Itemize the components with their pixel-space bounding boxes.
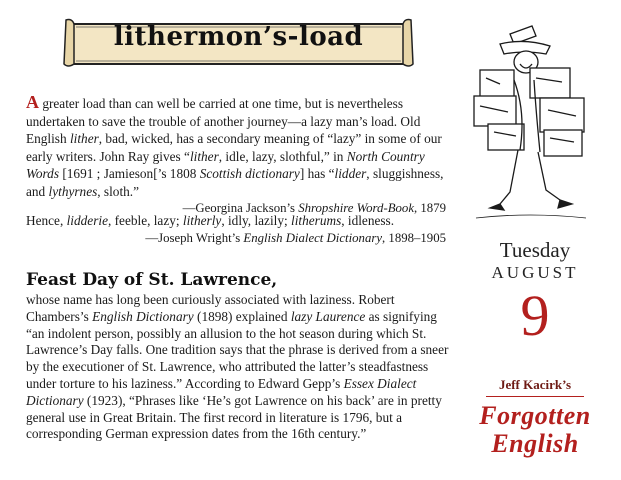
entry-text: [1691 ; Jamieson[’s 1808 [59, 166, 200, 181]
entry-term: lazy Laurence [290, 308, 366, 324]
entry-text: , sloth.” [97, 183, 140, 199]
book-title: Scottish dictionary [199, 166, 300, 181]
brand-line-1: Forgotten [479, 401, 591, 430]
book-title: English Dictionary [92, 308, 194, 324]
citation-text: , 1898–1905 [382, 230, 446, 245]
entry-text: , bad, wicked, has a secondary meaning of “lazy” in some of our early writers. John Ray gives “ [26, 131, 442, 164]
feast-heading: Feast Day of St. Lawrence, [26, 270, 278, 290]
month: AUGUST [491, 263, 579, 282]
entry-text: , idly, lazily; [221, 213, 292, 228]
citation-text: —Joseph Wright’s [145, 230, 244, 245]
entry-text: , sluggishness, and [26, 166, 444, 199]
entry-term: lythyrnes [48, 183, 98, 199]
entry-term: litherums [291, 213, 342, 228]
entry-text: , idle, lazy, slothful,” in [218, 148, 347, 164]
brand-logo-text [470, 402, 600, 458]
book-title: North Country Words [26, 148, 425, 181]
entry-term: lither [189, 148, 219, 164]
author-byline: Jeff Kacirk’s [498, 377, 572, 392]
book-title: Shropshire Word-Book [298, 201, 414, 215]
feast-day-section [26, 270, 456, 443]
divider [486, 396, 584, 397]
drop-cap: A [26, 92, 39, 112]
entry-derivatives [26, 212, 446, 247]
title-banner [62, 14, 415, 70]
entry-text: greater load than can well be carried at one time, but is nevertheless undertaken to save the trouble of another journey—a lazy man’s load. Old English [26, 96, 421, 146]
entry-text: , idleness. [341, 213, 395, 228]
feast-text-part: whose name has long been curiously associated with laziness. Robert Chambers’s [26, 292, 395, 324]
book-title: English Dialect Dictionary [243, 230, 383, 245]
citation [26, 230, 446, 247]
entry-term: lidder [334, 166, 367, 181]
brand-line-2: English [491, 429, 579, 458]
lazy-man-load-illustration [470, 22, 590, 227]
entry-text: Hence, [26, 213, 67, 228]
citation-text: —Georgina Jackson’s [182, 201, 299, 215]
weekday: Tuesday [499, 238, 571, 262]
feast-text [26, 292, 456, 443]
entry-term: lidderie [66, 213, 108, 228]
entry-definition [26, 94, 446, 217]
entry-term: lither [69, 131, 99, 146]
headword: lithermon’s-load [113, 22, 364, 52]
day-number: 9 [520, 283, 550, 348]
citation-text: , 1879 [414, 201, 446, 215]
entry-text: ] has “ [299, 166, 335, 181]
entry-term: litherly [182, 213, 222, 228]
feast-text-part: as signifying “an indolent person, possibly an allusion to the hot season during which St. Lawrence’s Day falls. One tradition says that the phrase is derived from a sneer by the executioner of St. Lawrence, who attributed the latter’s steadfastness under torture to his laziness.” According to Edward Gepp’s [26, 308, 449, 391]
feast-text-part: (1923), “Phrases like ‘He’s got Lawrence on his back’ are in pretty general use in Great Britain. The first record in literature is 1796, but a corresponding German expression dates from the 16th century.” [26, 392, 442, 442]
book-title: Essex Dialect Dictionary [26, 375, 417, 408]
feast-text-part: (1898) explained [193, 308, 291, 324]
entry-text: , feeble, lazy; [107, 213, 183, 228]
